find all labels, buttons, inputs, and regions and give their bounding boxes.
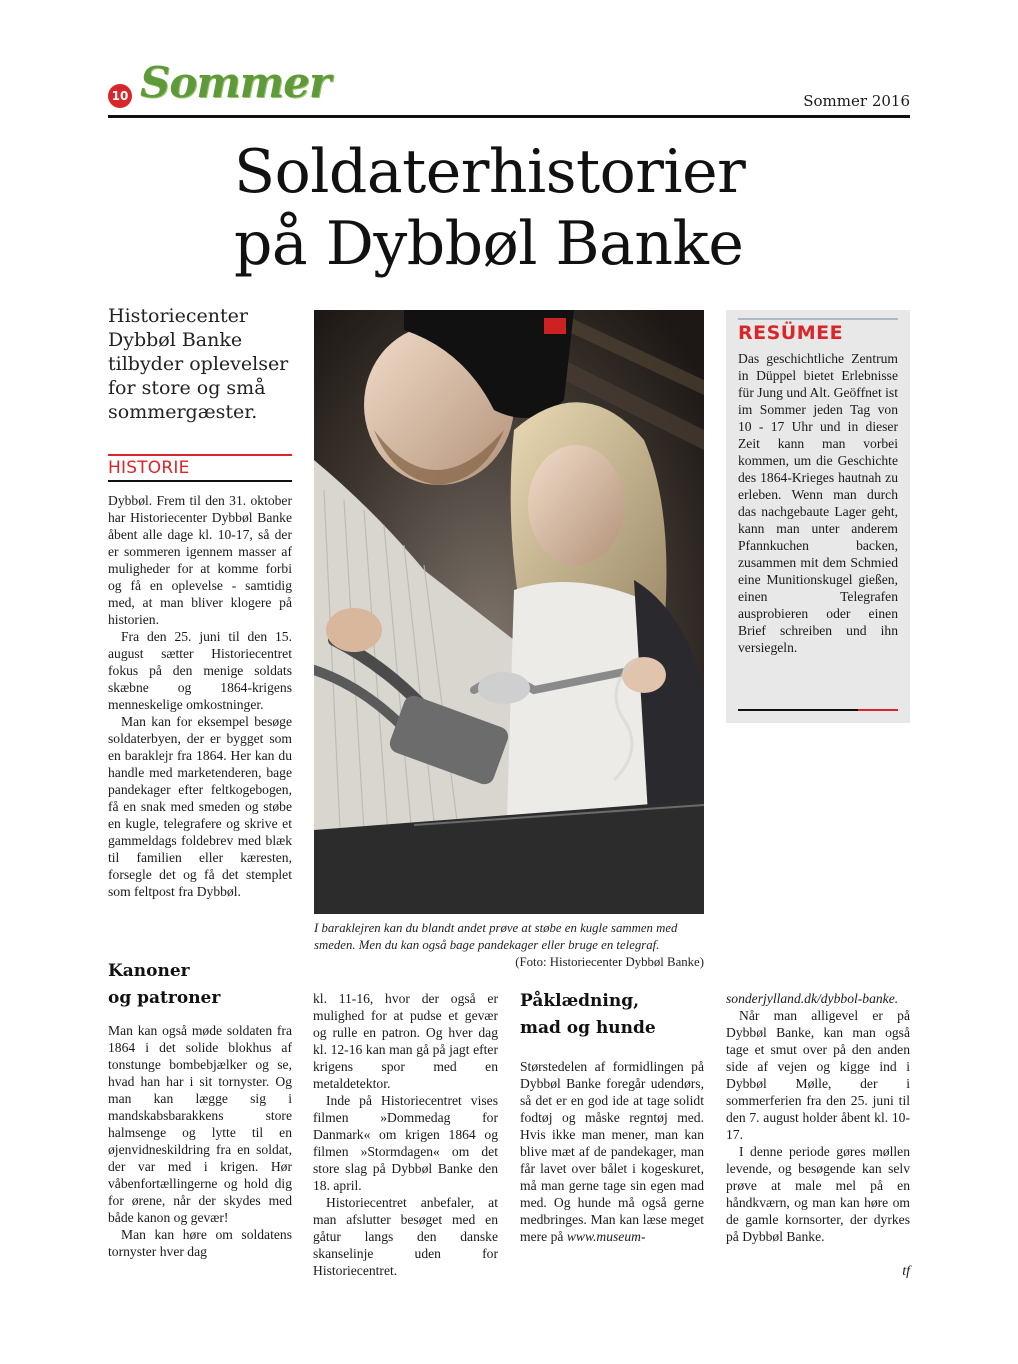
- subheading-line: Påklædning,: [520, 991, 640, 1011]
- paragraph: Man kan for eksempel besøge soldaterbyen, der er bygget som en baraklejr fra 1864. Her kan du handle med marketenderen, bage pandekager efter feltkogebogen, få en snak med smeden og støbe en kugle, telegrafere og skrive et gammeldags foldebrev med blæk til familien eller kæresten, forsegle det og få det stemplet som feltpost fra Dybbøl.: [108, 714, 292, 899]
- paragraph: Dybbøl. Frem til den 31. oktober har Historiecenter Dybbøl Banke åbent alle dage kl. 10-17, så der er sommeren igennem masser af muligheder for at komme forbi og få en oplevelse - samtidig med, at man bliver klogere på historien.: [108, 493, 292, 627]
- paragraph: I denne periode gøres møllen levende, og besøgende kan selv prøve at male mel på en håndkværn, og man kan høre om de gamle kornsorter, der dyrkes på Dybbøl Banke.: [726, 1144, 910, 1244]
- paragraph-text: Størstedelen af formidlingen på Dybbøl Banke foregår udendørs, så det er en god ide at tage solidt fodtøj og måske regntøj med. Hvis ikke man mener, man kan blive mæt af de pandekager, man får lavet over bålet i kogeskuret, må man gerne tage sin egen mad med. Og hunde må også gerne medbringes. Man kan læse meget mere på: [520, 1059, 704, 1244]
- paragraph: Når man alligevel er på Dybbøl Banke, kan man også tage et smut over på den anden side af vejen og kigge ind i Dybbøl Mølle, der i sommerferien fra den 25. juni til den 7. august holder åbent kl. 10-17.: [726, 1008, 910, 1142]
- subheading-kanoner: [108, 958, 292, 1012]
- page-title: [234, 136, 794, 280]
- caption-text: I baraklejren kan du blandt andet prøve at støbe en kugle sammen med smeden. Men du kan også bage pandekager eller bruge en telegraf.: [314, 921, 678, 952]
- photo-credit: (Foto: Historiecenter Dybbøl Banke): [515, 955, 704, 969]
- photo-caption: [314, 920, 704, 971]
- resume-box: [726, 310, 910, 723]
- article-column-1b: [108, 1022, 292, 1260]
- article-column-2: [313, 990, 498, 1279]
- paragraph: Man kan også møde soldaten fra 1864 i det solide blokhus af tonstunge bombebjælker og se, hvad han har i sit tornyster. Og man kan lægge sig i mandskabsbarakkens store halmsenge og lytte til en øjenvidneskildring fra en soldat, der var med i krigen. Hør våbenfortællingerne og hold dig for ørene, når der skydes med både kanon og gevær!: [108, 1023, 292, 1225]
- issue-label: Sommer 2016: [803, 92, 910, 110]
- website-link[interactable]: sonderjylland.dk/dybbol-banke.: [726, 991, 899, 1006]
- paragraph: kl. 11-16, hvor der også er mulighed for at pudse et gevær og rulle en patron. Og hver dag kl. 12-16 kan man gå på jagt efter krigens spor med en metaldetektor.: [313, 991, 498, 1091]
- paragraph: Inde på Historiecentret vises filmen »Dommedag for Danmark« om krigen 1864 og filmen »Stormdagen« om det store slag på Dybbøl Banke den 18. april.: [313, 1093, 498, 1193]
- header-rule: [108, 115, 910, 118]
- paragraph: Historiecentret anbefaler, at man afslutter besøget med en gåtur langs den danske skanselinje uden for Historiecentret.: [313, 1195, 498, 1278]
- title-line-2: på Dybbøl Banke: [234, 209, 744, 279]
- blacksmith-photo-illustration: [314, 310, 704, 914]
- article-column-1: [108, 492, 292, 900]
- subheading-line: og patroner: [108, 988, 221, 1008]
- paragraph: [520, 1058, 704, 1245]
- article-photo: [314, 310, 704, 914]
- article-column-4: [726, 990, 910, 1245]
- subheading-line: mad og hunde: [520, 1018, 656, 1038]
- section-logo: Sommer: [140, 58, 331, 107]
- page-number: 10: [108, 84, 132, 108]
- article-column-3: [520, 1058, 704, 1245]
- paragraph: Fra den 25. juni til den 15. august sætter Historiecentret fokus på den menige soldats skæbne og 1864-krigens menneskelige omkostninger.: [108, 629, 292, 712]
- resume-text: Das geschichtliche Zentrum in Düppel bietet Erlebnisse für Jung und Alt. Geöffnet ist im Sommer jeden Tag von 10 - 17 Uhr und in dieser Zeit kann man vorbei kommen, um die Geschichte des 1864-Krieges hautnah zu erleben. Wenn man durch das nachgebaute Lager geht, kann man unter anderem Pfannkuchen backen, zusammen mit dem Schmied eine Munitionskugel gießen, einen Telegrafen ausprobieren oder einen Brief schreiben und ihn versiegeln.: [738, 351, 898, 655]
- title-line-1: Soldaterhistorier: [234, 137, 746, 207]
- section-label: HISTORIE: [108, 454, 292, 482]
- author-signature: tf: [902, 1264, 910, 1279]
- subheading-line: Kanoner: [108, 961, 190, 981]
- subheading-paaklaedning: [520, 988, 704, 1042]
- paragraph: Man kan høre om soldatens tornyster hver dag: [108, 1227, 292, 1259]
- resume-title: RESÜMEE: [738, 322, 844, 344]
- box-top-rule: [738, 318, 898, 320]
- intro-text: Historiecenter Dybbøl Banke tilbyder oplevelser for store og små sommergæster.: [108, 305, 289, 423]
- box-bottom-rule: [738, 709, 898, 711]
- website-link[interactable]: www.museum-: [566, 1229, 646, 1244]
